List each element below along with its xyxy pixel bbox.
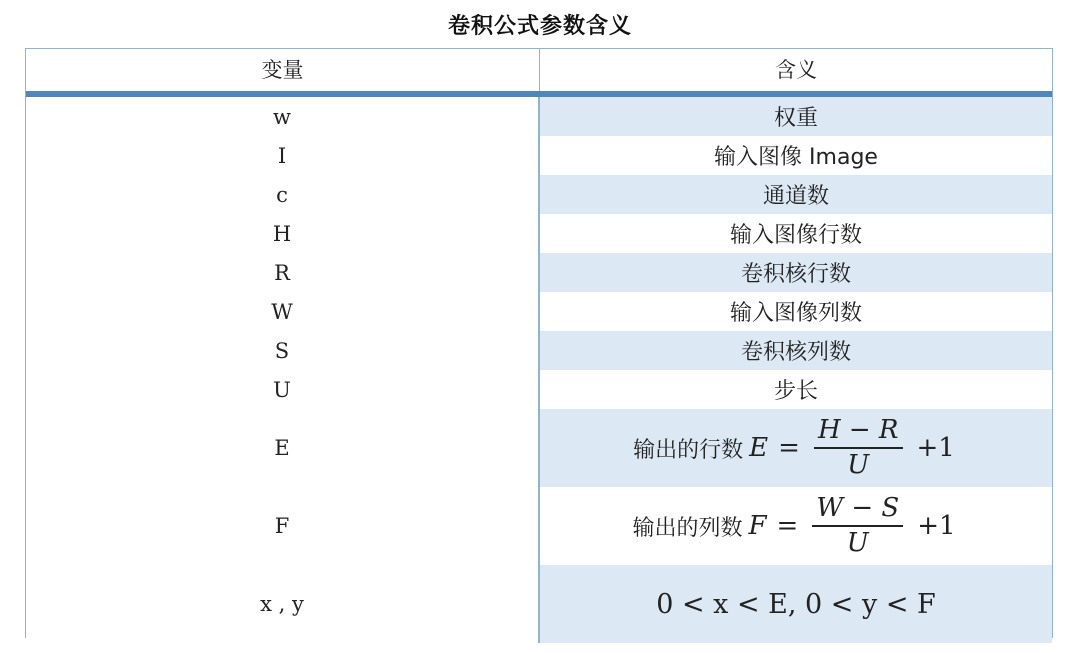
meaning-cell: 通道数 xyxy=(540,175,1052,214)
variable-cell: U xyxy=(26,370,540,409)
formula-tail: +1 xyxy=(917,511,956,541)
table-row xyxy=(26,292,1052,331)
formula-fraction xyxy=(814,415,903,481)
table-row xyxy=(26,487,1052,565)
meaning-cell: 步长 xyxy=(540,370,1052,409)
variable-cell: w xyxy=(26,97,540,136)
meaning-cell xyxy=(540,487,1052,565)
formula-lhs: E xyxy=(749,433,769,463)
header-variable: 变量 xyxy=(26,49,540,91)
variable-cell: E xyxy=(26,409,540,487)
meaning-cell: 输入图像 Image xyxy=(540,136,1052,175)
table-row xyxy=(26,214,1052,253)
fraction-numerator: H − R xyxy=(814,415,903,449)
formula-lhs: F xyxy=(748,511,767,541)
output-cols-formula xyxy=(632,493,959,559)
formula-label: 输出的列数 xyxy=(632,515,743,541)
variable-cell: x , y xyxy=(26,565,540,643)
formula-equals: = xyxy=(776,511,799,541)
formula-label: 输出的行数 xyxy=(633,437,744,463)
table-title: 卷积公式参数含义 xyxy=(447,14,632,39)
variable-cell: W xyxy=(26,292,540,331)
table-header xyxy=(26,49,1052,97)
variable-cell: I xyxy=(26,136,540,175)
table-row xyxy=(26,136,1052,175)
variable-cell: S xyxy=(26,331,540,370)
output-rows-formula xyxy=(633,415,959,481)
meaning-cell: 卷积核行数 xyxy=(540,253,1052,292)
table-row xyxy=(26,409,1052,487)
table-row xyxy=(26,175,1052,214)
meaning-cell: 输入图像列数 xyxy=(540,292,1052,331)
table-row xyxy=(26,331,1052,370)
header-meaning: 含义 xyxy=(775,58,817,82)
fraction-denominator: U xyxy=(846,528,869,558)
fraction-denominator: U xyxy=(847,450,870,480)
variable-cell: c xyxy=(26,175,540,214)
variable-cell: F xyxy=(26,487,540,565)
meaning-cell: 输入图像行数 xyxy=(540,214,1052,253)
fraction-numerator: W − S xyxy=(812,493,903,527)
range-inequality: 0 < x < E, 0 < y < F xyxy=(656,588,936,620)
table-row xyxy=(26,565,1052,643)
parameter-table xyxy=(25,48,1053,638)
meaning-cell xyxy=(540,409,1052,487)
table-row xyxy=(26,97,1052,136)
meaning-cell: 权重 xyxy=(540,97,1052,136)
table-row xyxy=(26,370,1052,409)
meaning-cell xyxy=(540,565,1052,643)
formula-tail: +1 xyxy=(916,433,955,463)
meaning-cell: 卷积核列数 xyxy=(540,331,1052,370)
formula-fraction xyxy=(812,493,903,559)
variable-cell: H xyxy=(26,214,540,253)
formula-equals: = xyxy=(778,433,800,463)
variable-cell: R xyxy=(26,253,540,292)
table-row xyxy=(26,253,1052,292)
table-body xyxy=(26,97,1052,643)
